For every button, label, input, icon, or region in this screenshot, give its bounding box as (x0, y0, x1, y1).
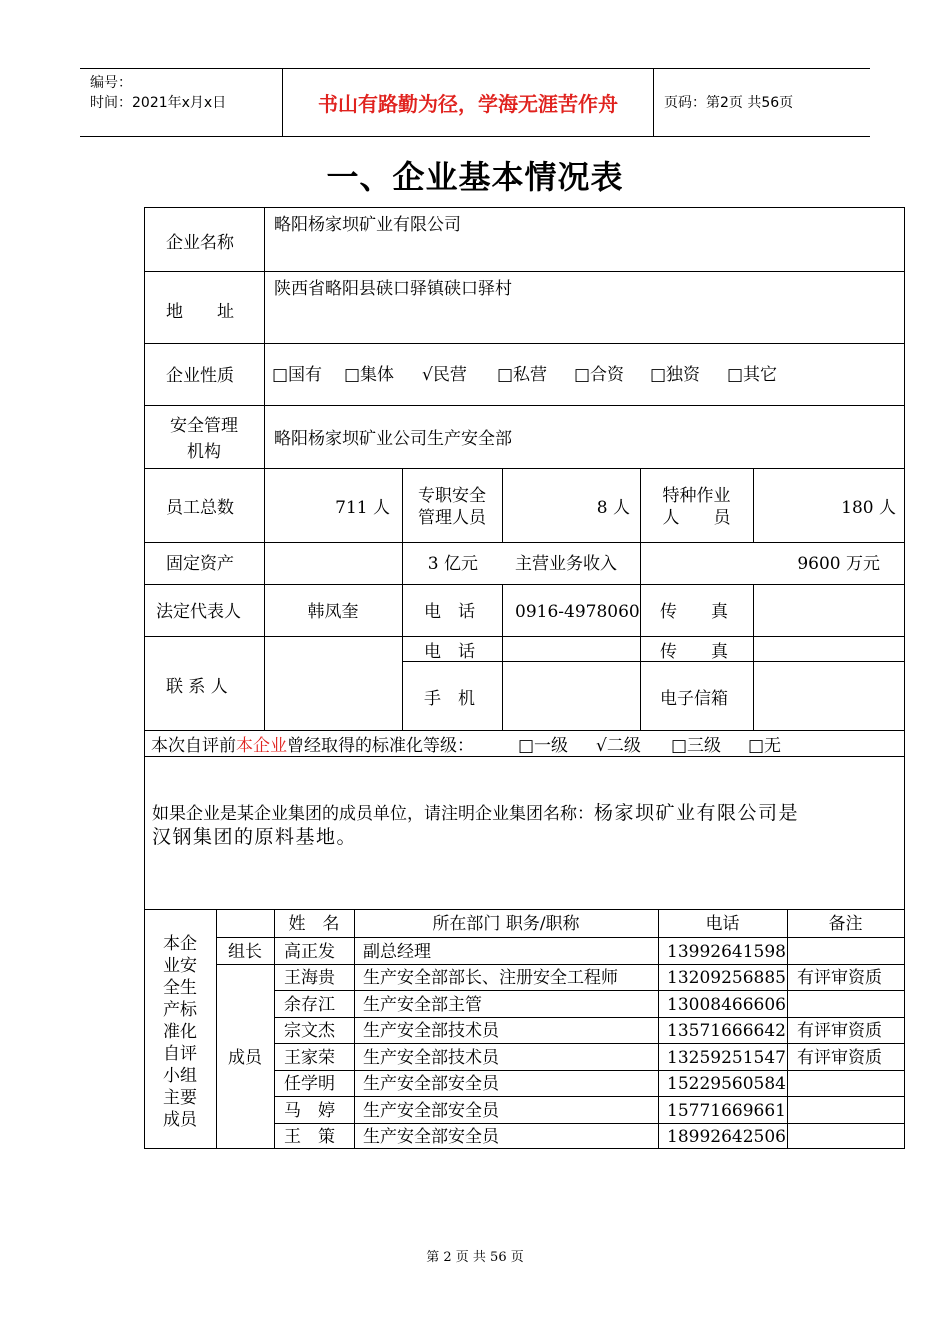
page-footer: 第 2 页 共 56 页 (426, 1250, 524, 1265)
nature-option-private: √民营 (422, 365, 467, 385)
team-side-label-3: 全生 (163, 978, 197, 998)
assets-value: 3 亿元 (427, 554, 478, 574)
team-side-label-7: 小组 (163, 1066, 197, 1086)
member-name: 宗文杰 (284, 1021, 335, 1041)
std-option-level1: □一级 (518, 736, 569, 756)
member-dept: 副总经理 (363, 942, 431, 962)
member-dept: 生产安全部安全员 (363, 1127, 499, 1147)
staff-value: 711 人 (335, 498, 390, 518)
member-dept: 生产安全部安全员 (363, 1101, 499, 1121)
address-label: 地 址 (166, 302, 234, 322)
team-side-label-5: 准化 (163, 1022, 197, 1042)
group-line-2: 汉钢集团的原料基地。 (152, 826, 358, 848)
std-option-level2: √二级 (596, 736, 641, 756)
team-leader-label: 组长 (228, 942, 262, 962)
group-answer-part1: 杨家坝矿业有限公司是 (594, 802, 800, 824)
nature-option-collective: □集体 (344, 365, 395, 385)
team-side-label-8: 主要 (163, 1088, 197, 1108)
contact-mobile-label: 手 机 (424, 689, 475, 709)
safety-staff-label-line1: 专职安全 (418, 486, 486, 506)
member-name: 马 婷 (284, 1101, 335, 1121)
contact-email-label: 电子信箱 (660, 689, 728, 709)
group-question: 如果企业是某企业集团的成员单位，请注明企业集团名称： (152, 804, 594, 824)
nature-option-state: □国有 (272, 365, 323, 385)
member-dept: 生产安全部技术员 (363, 1021, 499, 1041)
team-header-note: 备注 (828, 914, 863, 934)
page-title: 一、企业基本情况表 (326, 158, 624, 196)
member-name: 余存江 (284, 995, 335, 1015)
std-option-level3: □三级 (671, 736, 722, 756)
member-name: 任学明 (284, 1074, 335, 1094)
assets-label: 固定资产 (166, 554, 234, 574)
team-side-label-4: 产标 (163, 1000, 197, 1020)
nature-option-sole: □独资 (650, 365, 701, 385)
member-phone: 15771669661 (667, 1101, 786, 1121)
member-note: 有评审资质 (797, 1048, 882, 1068)
address-value: 陕西省略阳县硖口驿镇硖口驿村 (274, 279, 512, 299)
member-dept: 生产安全部主管 (363, 995, 482, 1015)
member-dept: 生产安全部安全员 (363, 1074, 499, 1094)
member-note: 有评审资质 (797, 1021, 882, 1041)
legal-rep-value: 韩凤奎 (307, 602, 359, 622)
std-prefix: 本次自评前 (151, 736, 236, 756)
member-name: 高正发 (284, 942, 335, 962)
contact-fax-label: 传 真 (660, 642, 728, 662)
special-label-line2: 人 员 (662, 508, 731, 528)
header-meta (80, 69, 280, 136)
team-side-label (144, 933, 216, 1131)
member-dept: 生产安全部技术员 (363, 1048, 499, 1068)
member-dept: 生产安全部部长、注册安全工程师 (363, 968, 618, 988)
nature-option-personal: □私营 (497, 365, 548, 385)
team-side-label-2: 业安 (163, 956, 197, 976)
member-name: 王家荣 (284, 1048, 335, 1068)
member-phone: 18992642506 (667, 1127, 786, 1147)
safety-org-value: 略阳杨家坝矿业公司生产安全部 (274, 429, 512, 449)
team-header-name: 姓 名 (288, 914, 340, 934)
group-line-1 (152, 802, 799, 825)
member-name: 王海贵 (284, 968, 335, 988)
safety-org-label-line2: 机构 (187, 442, 221, 462)
team-member-label: 成员 (228, 1048, 262, 1068)
special-label-line1: 特种作业 (662, 486, 731, 506)
team-side-label-9: 成员 (163, 1110, 197, 1130)
header-page-info: 页码：第2页 共56页 (664, 95, 794, 111)
member-phone: 13571666642 (667, 1021, 786, 1041)
std-option-none: □无 (748, 736, 782, 756)
nature-option-jv: □合资 (574, 365, 625, 385)
member-phone: 13209256885 (667, 968, 786, 988)
revenue-value: 9600 万元 (797, 554, 880, 574)
contact-phone-label: 电 话 (424, 642, 475, 662)
legal-phone-label: 电 话 (424, 602, 475, 622)
nature-option-other: □其它 (727, 365, 778, 385)
team-header-dept: 所在部门 职务/职称 (432, 914, 580, 934)
member-phone: 13259251547 (667, 1048, 786, 1068)
team-side-label-6: 自评 (163, 1044, 197, 1064)
safety-org-label-line1: 安全管理 (170, 416, 238, 436)
time-label: 时间：2021年x月x日 (90, 95, 227, 111)
member-note: 有评审资质 (797, 968, 882, 988)
contact-label: 联 系 人 (166, 677, 228, 697)
safety-staff-label-line2: 管理人员 (418, 508, 486, 528)
number-label: 编号： (90, 75, 132, 91)
team-header-phone: 电话 (705, 914, 740, 934)
member-name: 王 策 (284, 1127, 335, 1147)
team-side-label-1: 本企 (163, 934, 197, 954)
company-name-label: 企业名称 (166, 233, 234, 253)
std-company-highlight: 本企业 (236, 736, 287, 756)
header-motto: 书山有路勤为径，学海无涯苦作舟 (282, 69, 654, 136)
company-name-value: 略阳杨家坝矿业有限公司 (274, 215, 461, 235)
std-suffix: 曾经取得的标准化等级： (287, 736, 474, 756)
page-header (80, 68, 870, 137)
revenue-label: 主营业务收入 (515, 554, 617, 574)
std-level-line (151, 735, 474, 757)
member-phone: 13008466606 (667, 995, 786, 1015)
special-value: 180 人 (841, 498, 896, 518)
staff-label: 员工总数 (166, 498, 234, 518)
safety-staff-value: 8 人 (596, 498, 630, 518)
legal-phone-value: 0916-4978060 (515, 602, 640, 622)
member-phone: 15229560584 (667, 1074, 786, 1094)
nature-label: 企业性质 (166, 366, 234, 386)
legal-rep-label: 法定代表人 (156, 602, 241, 622)
legal-fax-label: 传 真 (660, 602, 728, 622)
member-phone: 13992641598 (667, 942, 786, 962)
